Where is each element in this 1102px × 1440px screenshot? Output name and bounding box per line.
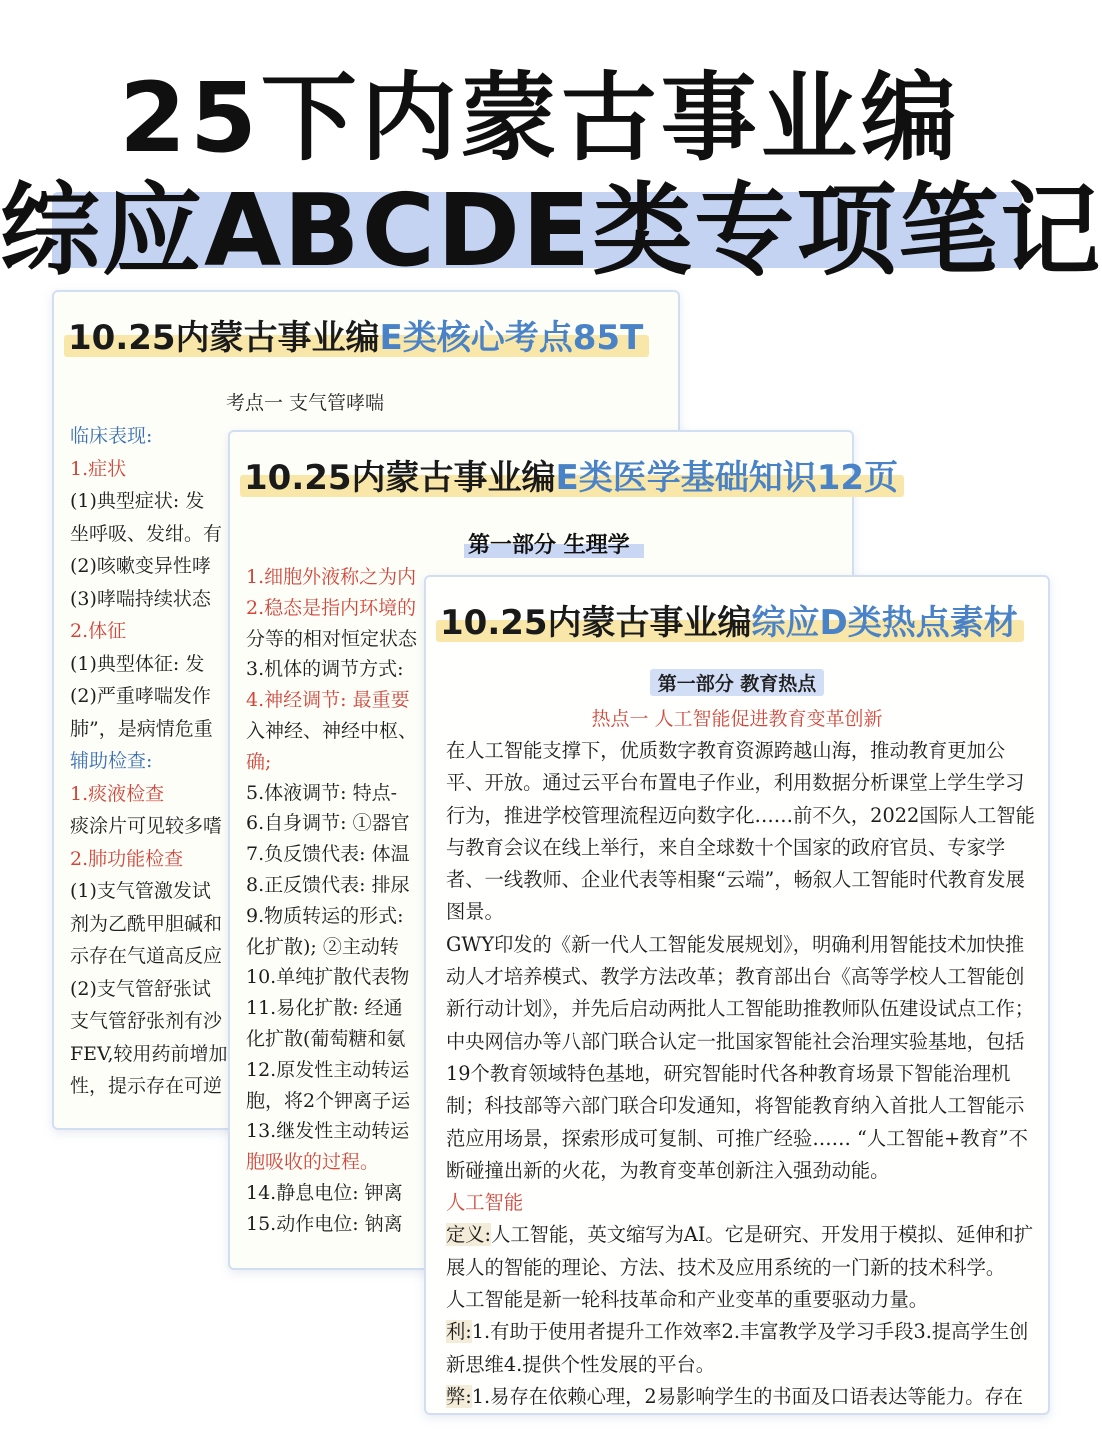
cons-label: 弊:: [446, 1384, 472, 1408]
section-label: 临床表现:: [70, 425, 153, 447]
card-body: [70, 420, 228, 1103]
card-heading: 第一部分 教育热点: [650, 669, 825, 696]
card-title-accent: E类医学基础知识12页: [555, 458, 899, 498]
text-line: 肺”，是病情危重: [70, 717, 213, 740]
hero-title-line2: 综应ABCDE类专项笔记: [0, 172, 1102, 289]
text-line: 1.细胞外液称之为内: [246, 566, 417, 588]
definition-paragraph: [446, 1219, 1036, 1284]
text-line: 剂为乙酰甲胆碱和: [70, 912, 223, 935]
text-line: 15.动作电位: 钠离: [246, 1212, 403, 1235]
pros-text: 1.有助于使用者提升工作效率2.丰富教学及学习手段3.提高学生创新思维4.提供个性发展的平台。: [446, 1320, 1029, 1376]
cons-paragraph: [446, 1381, 1036, 1413]
text-line: 化扩散); ②主动转: [246, 935, 399, 958]
text-line: (1)支气管激发试: [70, 880, 211, 902]
text-line: 支气管舒张剂有沙: [70, 1010, 223, 1032]
sub-heading: 2.体征: [70, 620, 127, 642]
text-line: 8.正反馈代表: 排尿: [246, 873, 410, 896]
text-line: 9.物质转运的形式:: [246, 904, 404, 927]
sub-heading: 1.痰液检查: [70, 782, 165, 805]
hero-title-line1: 25下内蒙古事业编: [119, 62, 961, 174]
card-title: [244, 450, 898, 499]
text-line: (2)支气管舒张试: [70, 977, 211, 1000]
card-title-plain: 10.25内蒙古事业编: [244, 458, 556, 498]
text-line: 5.体液调节: 特点-: [246, 781, 397, 804]
paragraph: 在人工智能支撑下，优质数字教育资源跨越山海，推动教育更加公平、开放。通过云平台布置电子作业，利用数据分析课堂上学生学习行为，推进学校管理流程迈向数字化……前不久，2022国际人工智能与教育会议在线上举行，来自全球数十个国家的政府官员、专家学者、一线教师、企业代表等相聚“云端”，畅叙人工智能时代教育发展图景。: [446, 739, 1035, 924]
text-line: FEV,较用药前增加: [70, 1042, 228, 1065]
cons-text: 1.易存在依赖心理，2易影响学生的书面及口语表达等能力。存在: [471, 1384, 1024, 1408]
sub-heading: 2.肺功能检查: [70, 847, 184, 870]
text-line: 10.单纯扩散代表物: [246, 966, 410, 989]
hero-title: [0, 0, 1102, 290]
card-title-plain: 10.25内蒙古事业编: [68, 318, 380, 358]
card-subtitle: 考点一 支气管哮喘: [226, 392, 385, 414]
paragraph: 人工智能是新一轮科技革命和产业变革的重要驱动力量。: [446, 1288, 929, 1312]
pros-label: 利:: [446, 1320, 472, 1344]
text-line: 痰涂片可见较多嗜: [70, 815, 223, 837]
card-title-plain: 10.25内蒙古事业编: [440, 603, 752, 643]
card-body: [246, 562, 417, 1240]
card-body: [446, 735, 1036, 1413]
definition-text: 人工智能，英文缩写为AI。它是研究、开发用于模拟、延伸和扩展人的智能的理论、方法、技术及应用系统的一门新的技术科学。: [446, 1223, 1034, 1279]
text-line: 3.机体的调节方式:: [246, 658, 404, 681]
text-line: (2)严重哮喘发作: [70, 685, 211, 707]
text-line: 11.易化扩散: 经通: [246, 997, 403, 1020]
card-title-accent: 综应D类热点素材: [751, 603, 1018, 643]
text-line: 13.继发性主动转运: [246, 1120, 410, 1143]
text-line: 化扩散(葡萄糖和氨: [246, 1027, 406, 1050]
text-line: 入神经、神经中枢、: [246, 719, 418, 742]
sub-heading: 1.症状: [70, 457, 127, 480]
paragraph: GWY印发的《新一代人工智能发展规划》，明确利用智能技术加快推动人才培养模式、教学方法改革；教育部出台《高等学校人工智能创新行动计划》，并先后启动两批人工智能助推教师队伍建设试点工作；中央网信办等八部门联合认定一批国家智能社会治理实验基地，包括19个教育领域特色基地，研究智能时代各种教育场景下智能治理机制；科技部等六部门联合印发通知，将智能教育纳入首批人工智能示范应用场景，探索形成可复制、可推广经验…… “人工智能+教育”不断碰撞出新的火花，为教育变革创新注入强劲动能。: [446, 932, 1035, 1182]
heading-wrap: [426, 669, 1048, 696]
text-line: (2)咳嗽变异性哮: [70, 555, 211, 577]
card-heading: 第一部分 生理学: [468, 532, 630, 558]
text-line: 性，提示存在可逆: [70, 1075, 223, 1097]
pros-paragraph: [446, 1316, 1036, 1381]
section-label: 辅助检查:: [70, 750, 153, 772]
text-line: 分等的相对恒定状态: [246, 627, 418, 650]
card-title: [68, 310, 643, 359]
text-line: 6.自身调节: ①器官: [246, 812, 410, 835]
definition-label: 定义:: [446, 1223, 492, 1247]
text-line: 14.静息电位: 钾离: [246, 1181, 403, 1204]
text-line: 胞吸收的过程。: [246, 1151, 380, 1174]
text-line: 坐呼吸、发绀。有: [70, 522, 223, 545]
card-title: [440, 595, 1018, 644]
text-line: (1)典型体征: 发: [70, 652, 205, 675]
text-line: 胞，将2个钾离子运: [246, 1089, 411, 1112]
section-title: 人工智能: [446, 1191, 524, 1215]
card-title-accent: E类核心考点85T: [379, 318, 644, 358]
note-card-d-hot-topics: [424, 575, 1050, 1415]
text-line: 12.原发性主动转运: [246, 1058, 410, 1081]
text-line: (1)典型症状: 发: [70, 490, 205, 512]
hot-topic-title: 热点一 人工智能促进教育变革创新: [591, 708, 883, 730]
text-line: 2.稳态是指内环境的: [246, 596, 417, 619]
text-line: 确;: [246, 750, 272, 773]
text-line: 示存在气道高反应: [70, 945, 223, 967]
text-line: 7.负反馈代表: 体温: [246, 843, 410, 866]
text-line: (3)哮喘持续状态: [70, 587, 211, 610]
text-line: 4.神经调节: 最重要: [246, 689, 410, 712]
